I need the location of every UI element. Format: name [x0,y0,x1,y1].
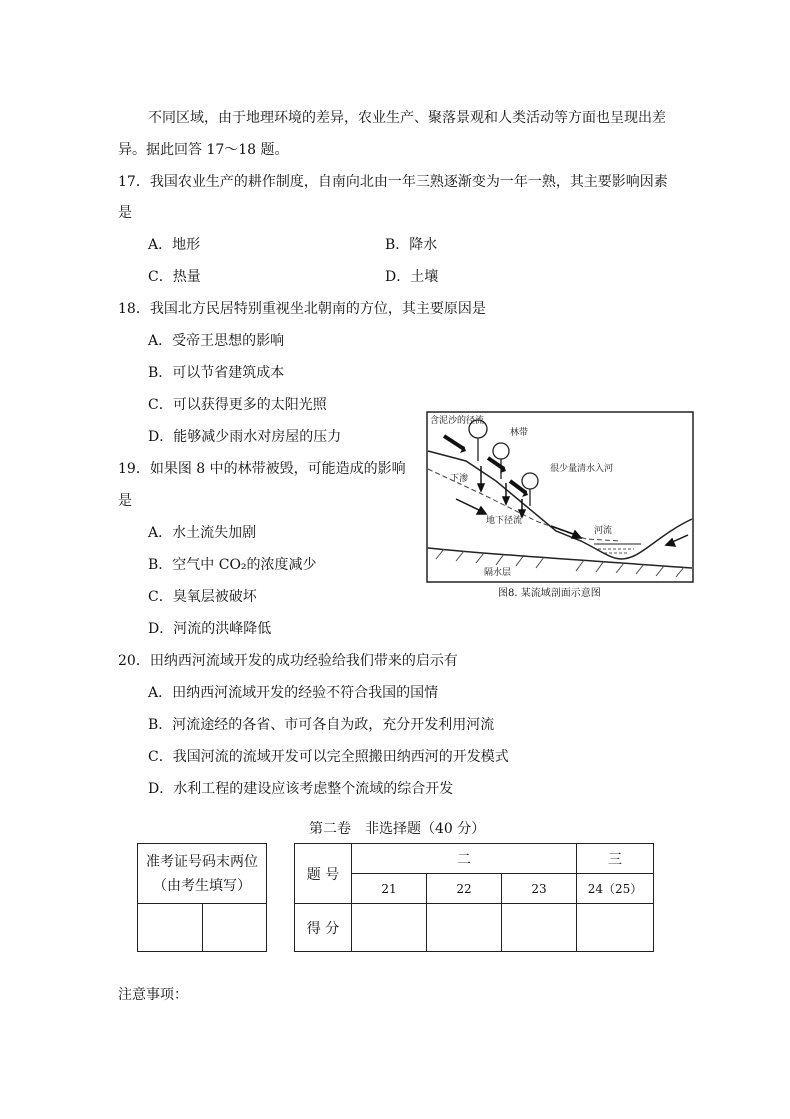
exam-number-table [137,843,267,952]
exam-digit-1-cell[interactable] [138,904,203,952]
q19-option-d: D．河流的洪峰降低 [148,621,272,637]
group-two-header: 二 [352,844,577,874]
label-runoff: 含泥沙的径流 [430,416,485,426]
score-cell-21[interactable] [352,904,427,952]
col-23: 23 [502,874,577,904]
q18-option-b: B．可以节省建筑成本 [148,365,285,381]
section2-title: 第二卷 非选择题（40 分） [309,821,486,837]
intro-line-1: 不同区域，由于地理环境的差异，农业生产、聚落景观和人类活动等方面也呈现出差 [148,110,666,126]
col-21: 21 [352,874,427,904]
score-table [294,843,654,952]
q18-option-d: D．能够减少雨水对房屋的压力 [148,429,342,445]
q19-option-b: B．空气中 CO₂的浓度减少 [148,557,317,573]
col-24-25: 24（25） [577,874,654,904]
q20-option-d: D．水利工程的建设应该考虑整个流域的综合开发 [148,781,454,797]
label-clear-water: 很少量清水入河 [550,464,614,474]
col-22: 22 [427,874,502,904]
q20-option-a: A．田纳西河流域开发的经验不符合我国的国情 [148,685,439,701]
q19-stem-cont: 是 [118,493,132,509]
notes-label: 注意事项： [118,987,188,1003]
q20-stem: 20．田纳西河流域开发的成功经验给我们带来的启示有 [118,653,458,669]
q20-option-c: C．我国河流的流域开发可以完全照搬田纳西河的开发模式 [148,749,509,765]
q20-option-b: B．河流途经的各省、市可各自为政，充分开发利用河流 [148,717,495,733]
q18-option-c: C．可以获得更多的太阳光照 [148,397,327,413]
label-river: 河流 [594,526,613,536]
score-cell-22[interactable] [427,904,502,952]
exam-number-header: 准考证号码末两位 （由考生填写） [138,844,267,904]
score-label: 得 分 [295,904,352,952]
q19-option-a: A．水土流失加剧 [148,525,257,541]
q19-option-c: C．臭氧层被破坏 [148,589,257,605]
label-groundwater: 地下径流 [486,516,523,526]
label-infiltration: 下渗 [450,474,469,484]
exam-digit-2-cell[interactable] [202,904,267,952]
q17-option-c: C．热量 [148,269,201,285]
q17-stem: 17．我国农业生产的耕作制度，自南向北由一年三熟逐渐变为一年一熟，其主要影响因素 [118,174,668,190]
figure-caption: 图8. 某流域剖面示意图 [498,588,601,599]
q17-option-d: D．土壤 [385,269,439,285]
watershed-profile-figure [426,411,694,606]
question-number-label: 题 号 [295,844,352,904]
intro-line-2: 异。据此回答 17～18 题。 [118,142,289,158]
label-aquiclude: 隔水层 [484,568,512,578]
score-cell-24[interactable] [577,904,654,952]
q17-option-a: A．地形 [148,237,201,253]
q17-stem-cont: 是 [118,205,132,221]
q17-option-b: B．降水 [385,237,438,253]
q18-option-a: A．受帝王思想的影响 [148,333,285,349]
label-forest: 林带 [510,428,529,438]
q18-stem: 18．我国北方民居特别重视坐北朝南的方位，其主要原因是 [118,301,486,317]
group-three-header: 三 [577,844,654,874]
q19-stem: 19．如果图 8 中的林带被毁，可能造成的影响 [118,461,406,477]
score-cell-23[interactable] [502,904,577,952]
